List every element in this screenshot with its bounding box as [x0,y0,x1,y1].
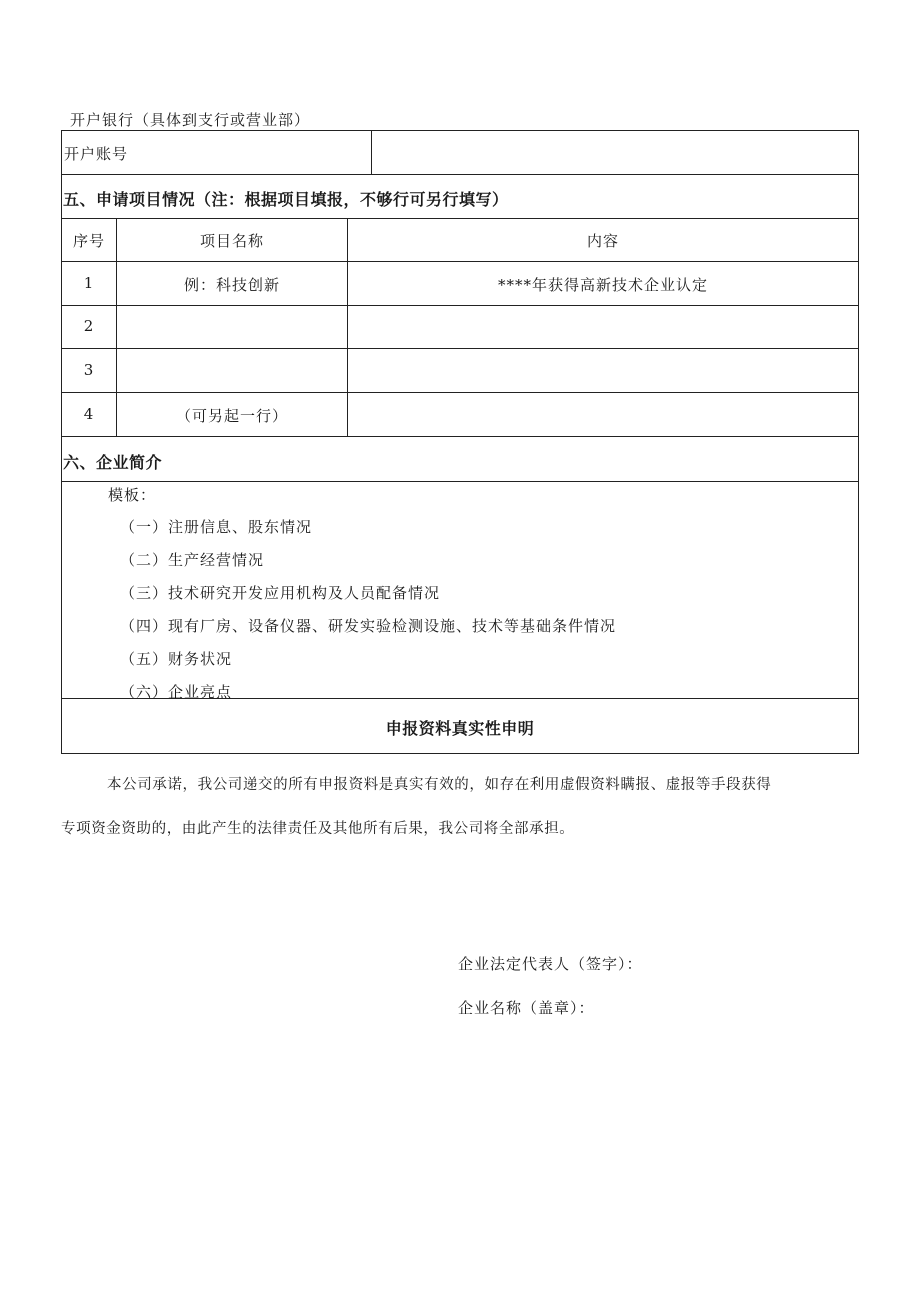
company-name-seal: 企业名称（盖章）： [458,999,595,1017]
row2-content[interactable] [348,306,858,348]
row2-name[interactable] [117,306,347,348]
row4-content[interactable] [348,393,858,436]
intro-item-1: （一）注册信息、股东情况 [120,518,313,536]
row3-content[interactable] [348,349,858,392]
account-label: 开户账号 [64,145,129,163]
intro-item-3: （三）技术研究开发应用机构及人员配备情况 [120,584,441,602]
header-name: 项目名称 [199,232,264,250]
bank-label: 开户银行（具体到支行或营业部） [70,111,311,129]
declaration-title: 申报资料真实性申明 [385,719,535,738]
row4-seq: 4 [83,405,95,423]
row1-seq: 1 [83,274,95,292]
section6-title: 六、企业简介 [63,453,163,472]
row1-content[interactable]: ****年获得高新技术企业认定 [497,276,708,294]
header-content: 内容 [586,232,619,250]
row4-name[interactable]: （可另起一行） [175,407,288,425]
section5-title: 五、申请项目情况（注：根据项目填报，不够行可另行填写） [63,190,509,209]
declaration-line2: 专项资金资助的，由此产生的法律责任及其他所有后果，我公司将全部承担。 [61,821,575,837]
intro-item-5: （五）财务状况 [120,650,233,668]
intro-item-2: （二）生产经营情况 [120,551,265,569]
row3-name[interactable] [117,349,347,392]
declaration-line1: 本公司承诺，我公司递交的所有申报资料是真实有效的，如存在利用虚假资料瞒报、虚报等手段获得 [107,777,772,793]
legal-rep-signature: 企业法定代表人（签字）： [458,955,643,973]
intro-item-6: （六）企业亮点 [120,683,233,701]
intro-item-4: （四）现有厂房、设备仪器、研发实验检测设施、技术等基础条件情况 [120,617,617,635]
account-value-cell[interactable] [372,131,858,174]
row2-seq: 2 [83,317,95,335]
row3-seq: 3 [83,361,95,379]
header-seq: 序号 [72,232,105,250]
row1-name[interactable]: 例：科技创新 [183,276,280,294]
template-label: 模板： [108,486,157,504]
